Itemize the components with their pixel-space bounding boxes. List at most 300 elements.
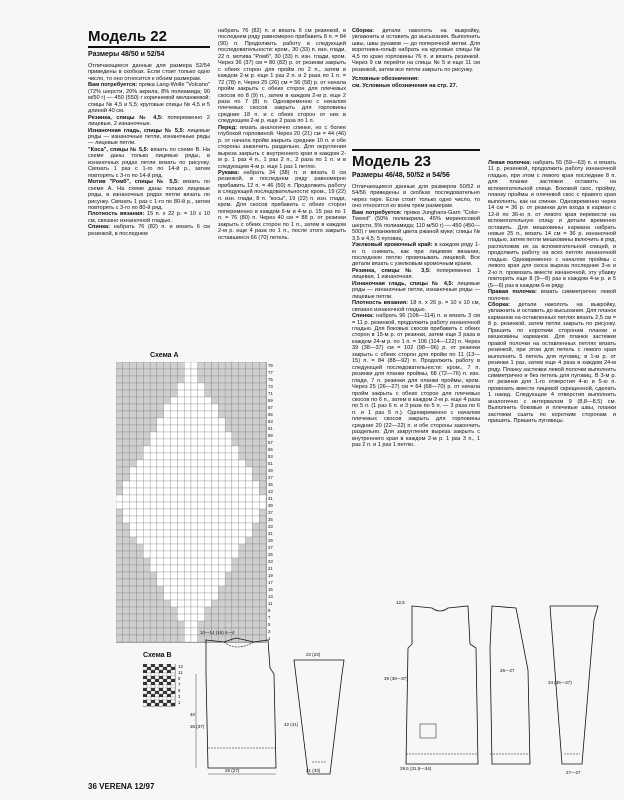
- scheme-a-cell: [218, 509, 225, 516]
- scheme-a-cell: [116, 460, 123, 467]
- scheme-a-cell: [143, 432, 150, 439]
- scheme-a-cell: [157, 537, 164, 544]
- scheme-a-cell: [198, 614, 205, 621]
- scheme-a-cell: [205, 460, 212, 467]
- scheme-b-cell: [155, 682, 159, 685]
- scheme-a-cell: [157, 572, 164, 579]
- scheme-a-cell: [205, 453, 212, 460]
- scheme-a-cell: [232, 383, 239, 390]
- scheme-a-cell: [232, 495, 239, 502]
- scheme-a-cell: [150, 502, 157, 509]
- scheme-a-cell: [157, 544, 164, 551]
- scheme-a-cell: [198, 453, 205, 460]
- scheme-a-cell: [252, 446, 259, 453]
- scheme-a-cell: [116, 418, 123, 425]
- scheme-a-cell: [191, 467, 198, 474]
- model22-column3: [352, 28, 480, 89]
- scheme-b-cell: [159, 667, 163, 670]
- scheme-a-cell: [157, 467, 164, 474]
- scheme-a-cell: [232, 390, 239, 397]
- scheme-a-cell: [218, 551, 225, 558]
- scheme-a-cell: [164, 621, 171, 628]
- scheme-a-cell: [239, 593, 246, 600]
- scheme-a-row-number: 69: [268, 398, 273, 403]
- scheme-a-cell: [130, 607, 137, 614]
- scheme-a-cell: [177, 600, 184, 607]
- scheme-a-cell: [184, 558, 191, 565]
- scheme-a-cell: [211, 565, 218, 572]
- scheme-b-cell: [163, 703, 167, 706]
- scheme-a-cell: [252, 474, 259, 481]
- scheme-a-cell: [143, 446, 150, 453]
- scheme-a-cell: [157, 418, 164, 425]
- scheme-a-cell: [123, 600, 130, 607]
- scheme-a-cell: [171, 600, 178, 607]
- scheme-a-cell: [164, 607, 171, 614]
- scheme-a-cell: [164, 362, 171, 369]
- scheme-a-cell: [211, 488, 218, 495]
- scheme-a-cell: [184, 411, 191, 418]
- scheme-a-cell: [143, 551, 150, 558]
- scheme-a-cell: [252, 502, 259, 509]
- scheme-a-cell: [218, 586, 225, 593]
- scheme-a-cell: [164, 432, 171, 439]
- scheme-a-cell: [232, 572, 239, 579]
- scheme-a-cell: [191, 565, 198, 572]
- scheme-b-cell: [147, 685, 151, 688]
- scheme-a-cell: [184, 544, 191, 551]
- scheme-a-cell: [232, 579, 239, 586]
- scheme-a-cell: [130, 635, 137, 642]
- scheme-a-cell: [150, 516, 157, 523]
- scheme-a-cell: [130, 502, 137, 509]
- scheme-a-cell: [116, 621, 123, 628]
- m22-sleeve-bottom-dim: 31 (33): [306, 768, 321, 773]
- scheme-a-cell: [150, 586, 157, 593]
- scheme-a-cell: [191, 586, 198, 593]
- scheme-a-cell: [246, 572, 253, 579]
- scheme-a-cell: [164, 467, 171, 474]
- scheme-a-cell: [259, 516, 266, 523]
- scheme-a-cell: [143, 558, 150, 565]
- scheme-a-cell: [191, 523, 198, 530]
- scheme-b-cell: [155, 694, 159, 697]
- scheme-a-cell: [116, 558, 123, 565]
- scheme-a-cell: [246, 439, 253, 446]
- scheme-a-cell: [171, 502, 178, 509]
- scheme-a-cell: [232, 537, 239, 544]
- scheme-a-cell: [123, 418, 130, 425]
- scheme-a-cell: [157, 397, 164, 404]
- scheme-a-cell: [171, 551, 178, 558]
- scheme-a-cell: [116, 474, 123, 481]
- scheme-a-cell: [198, 572, 205, 579]
- scheme-a-cell: [116, 397, 123, 404]
- scheme-a-cell: [246, 600, 253, 607]
- scheme-a-cell: [252, 607, 259, 614]
- model22-title: Модель 22: [88, 28, 167, 45]
- scheme-a-cell: [191, 502, 198, 509]
- scheme-a-cell: [198, 390, 205, 397]
- scheme-a-cell: [239, 404, 246, 411]
- scheme-a-cell: [177, 607, 184, 614]
- scheme-a-cell: [252, 404, 259, 411]
- scheme-a-cell: [225, 432, 232, 439]
- scheme-a-cell: [198, 565, 205, 572]
- scheme-a-cell: [177, 544, 184, 551]
- scheme-a-cell: [232, 523, 239, 530]
- scheme-a-cell: [177, 579, 184, 586]
- scheme-a-cell: [232, 418, 239, 425]
- scheme-a-cell: [136, 593, 143, 600]
- scheme-a-cell: [123, 460, 130, 467]
- scheme-a-cell: [205, 411, 212, 418]
- scheme-a-cell: [252, 481, 259, 488]
- scheme-a-cell: [130, 362, 137, 369]
- scheme-b-cell: [167, 673, 171, 676]
- scheme-b-cell: [151, 700, 155, 703]
- scheme-a-cell: [211, 467, 218, 474]
- model23-assembly-heading: Сборка:: [488, 301, 511, 308]
- scheme-a-cell: [191, 607, 198, 614]
- scheme-a-cell: [130, 467, 137, 474]
- scheme-a-cell: [191, 495, 198, 502]
- scheme-b-cell: [143, 664, 147, 667]
- scheme-a-cell: [232, 376, 239, 383]
- scheme-a-cell: [205, 572, 212, 579]
- model23-purl-heading: Изнаночная гладь, спицы № 4,5:: [352, 280, 454, 287]
- scheme-b-cells: [143, 664, 175, 706]
- scheme-a-cell: [218, 572, 225, 579]
- scheme-b-cell: [155, 703, 159, 706]
- scheme-a-cell: [205, 614, 212, 621]
- scheme-a-cell: [164, 516, 171, 523]
- scheme-a-cell: [205, 397, 212, 404]
- scheme-a-cell: [150, 544, 157, 551]
- scheme-a-cell: [184, 390, 191, 397]
- scheme-a-cell: [259, 369, 266, 376]
- scheme-a-cell: [246, 586, 253, 593]
- scheme-a-cell: [171, 439, 178, 446]
- scheme-a-cell: [246, 488, 253, 495]
- scheme-a-cell: [198, 551, 205, 558]
- scheme-a-row-number: 11: [268, 601, 273, 606]
- scheme-a-cell: [191, 558, 198, 565]
- scheme-b-cell: [147, 688, 151, 691]
- scheme-a-cell: [225, 397, 232, 404]
- scheme-a-cell: [252, 411, 259, 418]
- scheme-a-cell: [211, 579, 218, 586]
- model22-purl: лицевые ряды — изнаночные петли, изнаночные ряды — лицевые петли.: [88, 127, 210, 147]
- scheme-a-cell: [191, 530, 198, 537]
- scheme-a-cell: [198, 600, 205, 607]
- scheme-b-cell: [143, 697, 147, 700]
- scheme-a-cell: [232, 425, 239, 432]
- scheme-a-cell: [205, 516, 212, 523]
- scheme-a-cell: [252, 376, 259, 383]
- model22-front: вязать аналогично спинке, но с более глубокой горловиной. Через 20 (21) см = 44 (46) р. от начала пройм закрыть средние 10 п. и обе стороны закончить раздельно. Для округления выреза закрыть с внутреннего края в каждом 2-м р. 1 раз 4 п., 1 раз 2 п., 2 раза по 1 п. и в следующем 4-м р. еще 1 раз 1 петлю.: [218, 124, 346, 170]
- scheme-a-cell: [218, 460, 225, 467]
- scheme-a-cell: [259, 411, 266, 418]
- scheme-a-cell: [246, 551, 253, 558]
- scheme-a-cell: [198, 523, 205, 530]
- scheme-a-cell: [171, 628, 178, 635]
- scheme-a-row-number: 77: [268, 370, 273, 375]
- scheme-a-cell: [218, 523, 225, 530]
- scheme-a-cell: [232, 404, 239, 411]
- scheme-a-cell: [205, 467, 212, 474]
- scheme-a-cell: [150, 551, 157, 558]
- scheme-a-cell: [150, 565, 157, 572]
- scheme-a-cell: [130, 418, 137, 425]
- scheme-a-cell: [259, 572, 266, 579]
- scheme-a-cell: [171, 432, 178, 439]
- model22-back-pattern: [188, 628, 288, 778]
- scheme-a-cell: [143, 614, 150, 621]
- scheme-a-cell: [157, 404, 164, 411]
- scheme-b-cell: [151, 670, 155, 673]
- scheme-b-cell: [143, 691, 147, 694]
- scheme-a-cell: [150, 488, 157, 495]
- scheme-a-cell: [211, 383, 218, 390]
- scheme-a-cell: [252, 439, 259, 446]
- scheme-a-cell: [157, 593, 164, 600]
- scheme-b-cell: [167, 691, 171, 694]
- scheme-a-cell: [239, 446, 246, 453]
- scheme-a-cell: [259, 544, 266, 551]
- scheme-b-cell: [147, 664, 151, 667]
- scheme-a-cell: [218, 474, 225, 481]
- model22-romb-heading: Мотив "Ромб", спицы № 5,5:: [88, 179, 179, 186]
- scheme-a-cell: [184, 488, 191, 495]
- scheme-b-row-number: 3: [178, 694, 181, 699]
- scheme-a-cell: [164, 460, 171, 467]
- scheme-a-cell: [116, 628, 123, 635]
- model22-assembly: детали наколоть на выкройку, увлажнить и оставить до высыхания. Выполнить швы, швы рукавов — до поперечной метки. Для воротника-гольф набрать на круговые спицы № 4,5 по краю горловины 76 п. и вязать резинкой. Через 9 см перейти на спицы № 5 и еще 11 см резинкой, затем все петли закрыть по рисунку.: [352, 28, 480, 73]
- scheme-a-cell: [252, 488, 259, 495]
- scheme-b-cell: [167, 670, 171, 673]
- scheme-a-cell: [211, 537, 218, 544]
- scheme-a-cell: [177, 572, 184, 579]
- scheme-a-cell: [130, 376, 137, 383]
- scheme-a-cell: [164, 453, 171, 460]
- scheme-a-cell: [164, 537, 171, 544]
- scheme-a-cell: [184, 551, 191, 558]
- scheme-a-cell: [130, 565, 137, 572]
- scheme-b-cell: [147, 697, 151, 700]
- scheme-a-cell: [171, 467, 178, 474]
- scheme-b-cell: [167, 703, 171, 706]
- model23-back: набрать 96 (106—114) п. и вязать 3 см = 11 р. резинкой, продолжить работу изнаночной гладью. Для боковых скосов прибавить с обеих сторон в 15-м р. от резинки, затем еще 3 раза в каждом 24-м р. по 1 п. = 106 (114—122) п. Через 39 (38—37) см = 102 (98—96) р. от резинки закрыть с обеих сторон для пройм по 11 (13—15) п. = 84 (88—92) п. Продолжить работу в следующей последовательности: кром., 7 п. резинки для планки проймы, 68 (72—76) п. изн. глади, 7 п. резинки для планки проймы, кром. Через 25 (26—27) см = 64 (68—70) р. от начала пройм закрыть с обеих сторон для плечевых скосов по 6 п., затем в каждом 2-м р. еще 4 раза по 5 п. (1 раз 6 п. и 3 раза по 5 п. — 3 раза по 6 п. и 1 раз 5 п.). Одновременно с началом плечевых скосов закрыть для горловины средние 20 (22—22) п. и обе стороны закончить раздельно. Для закругления выреза закрыть с внутреннего края в каждом 2-м р. 1 раз 3 п., 1 раз 2 п. и 1 раз 1 петлю.: [352, 313, 480, 449]
- scheme-a-cell: [239, 488, 246, 495]
- scheme-a-cell: [205, 362, 212, 369]
- model23-sizes: Размеры 46/48, 50/52 и 54/56: [352, 172, 450, 179]
- scheme-a-row-number: 33: [268, 524, 273, 529]
- scheme-a-cell: [136, 474, 143, 481]
- scheme-a-cell: [259, 418, 266, 425]
- scheme-a-cell: [177, 621, 184, 628]
- scheme-a-cell: [205, 558, 212, 565]
- scheme-a-cell: [225, 593, 232, 600]
- scheme-a-cell: [225, 551, 232, 558]
- scheme-a-cell: [211, 509, 218, 516]
- m22-back-height-dim: 40: [190, 712, 196, 717]
- scheme-a-cell: [143, 397, 150, 404]
- scheme-a-cell: [157, 586, 164, 593]
- scheme-a-cell: [157, 614, 164, 621]
- scheme-b-cell: [143, 679, 147, 682]
- scheme-a-cell: [177, 397, 184, 404]
- scheme-a-cell: [136, 586, 143, 593]
- scheme-a-cell: [211, 362, 218, 369]
- scheme-b-cell: [171, 664, 175, 667]
- scheme-a-cell: [164, 558, 171, 565]
- scheme-a-cell: [259, 586, 266, 593]
- scheme-a-cell: [130, 621, 137, 628]
- scheme-a-row-number: 71: [268, 391, 273, 396]
- scheme-a-cell: [143, 474, 150, 481]
- scheme-a-cell: [205, 474, 212, 481]
- scheme-a-cell: [143, 467, 150, 474]
- scheme-a-cell: [205, 593, 212, 600]
- scheme-a-cell: [218, 453, 225, 460]
- scheme-a-cell: [136, 411, 143, 418]
- scheme-b-cell: [167, 688, 171, 691]
- scheme-a-cell: [177, 474, 184, 481]
- scheme-b-cell: [159, 688, 163, 691]
- scheme-a-cell: [164, 411, 171, 418]
- scheme-a-cell: [232, 460, 239, 467]
- scheme-a-cell: [177, 453, 184, 460]
- scheme-a-cell: [171, 425, 178, 432]
- scheme-a-cell: [164, 495, 171, 502]
- scheme-a-label: Схема А: [150, 352, 179, 359]
- scheme-b-cell: [155, 679, 159, 682]
- scheme-a-cell: [218, 418, 225, 425]
- scheme-a-cell: [239, 572, 246, 579]
- scheme-a-cell: [259, 565, 266, 572]
- scheme-a-row-number: 65: [268, 412, 273, 417]
- scheme-a-cell: [171, 530, 178, 537]
- scheme-a-cell: [211, 432, 218, 439]
- scheme-a-cell: [123, 439, 130, 446]
- scheme-a-cell: [184, 530, 191, 537]
- scheme-a-cell: [123, 369, 130, 376]
- scheme-b-cell: [163, 679, 167, 682]
- scheme-a-cell: [246, 593, 253, 600]
- scheme-a-cell: [116, 516, 123, 523]
- scheme-a-cell: [171, 474, 178, 481]
- scheme-a-cell: [205, 544, 212, 551]
- scheme-a-row-number: 17: [268, 580, 273, 585]
- scheme-a-cell: [177, 418, 184, 425]
- scheme-a-cell: [136, 558, 143, 565]
- scheme-a-cell: [116, 404, 123, 411]
- scheme-a-row-number: 23: [268, 559, 273, 564]
- scheme-a-cell: [225, 439, 232, 446]
- scheme-b-cell: [155, 676, 159, 679]
- scheme-a-cell: [130, 488, 137, 495]
- model23-title: Модель 23: [352, 153, 431, 170]
- scheme-a-cell: [157, 509, 164, 516]
- scheme-a-cell: [116, 600, 123, 607]
- scheme-a-row-number: 1: [268, 636, 271, 641]
- scheme-a-cell: [232, 621, 239, 628]
- scheme-a-cell: [116, 383, 123, 390]
- scheme-a-cell: [184, 425, 191, 432]
- model23-back-pattern: [384, 596, 484, 772]
- scheme-a-cell: [239, 565, 246, 572]
- scheme-a-cell: [218, 621, 225, 628]
- scheme-a-cell: [218, 495, 225, 502]
- scheme-a-row-number: 75: [268, 377, 273, 382]
- scheme-a-cell: [225, 411, 232, 418]
- scheme-a-cell: [164, 600, 171, 607]
- scheme-a-cell: [239, 397, 246, 404]
- scheme-b-cell: [171, 670, 175, 673]
- scheme-a-cell: [116, 565, 123, 572]
- scheme-b-cell: [159, 664, 163, 667]
- scheme-a-cell: [239, 523, 246, 530]
- scheme-a-cell: [225, 502, 232, 509]
- scheme-a-cell: [218, 439, 225, 446]
- scheme-a-cell: [136, 390, 143, 397]
- model22-materials-heading: Вам потребуется:: [88, 82, 138, 89]
- scheme-a-cell: [205, 376, 212, 383]
- scheme-a-cell: [205, 404, 212, 411]
- scheme-a-row-number: 41: [268, 496, 273, 501]
- scheme-a-cell: [246, 446, 253, 453]
- scheme-a-cell: [246, 397, 253, 404]
- scheme-a-cell: [150, 453, 157, 460]
- scheme-a-cell: [171, 586, 178, 593]
- scheme-a-cell: [116, 635, 123, 642]
- scheme-a-cell: [171, 565, 178, 572]
- scheme-a-cell: [123, 572, 130, 579]
- scheme-a-cell: [150, 397, 157, 404]
- scheme-a-cell: [184, 523, 191, 530]
- scheme-a-cell: [150, 614, 157, 621]
- scheme-a-cell: [184, 418, 191, 425]
- scheme-a-cell: [164, 488, 171, 495]
- scheme-a-cell: [232, 481, 239, 488]
- scheme-a-cell: [239, 439, 246, 446]
- scheme-a-cell: [239, 467, 246, 474]
- scheme-a-cell: [239, 495, 246, 502]
- scheme-a-cell: [211, 551, 218, 558]
- scheme-a-cell: [225, 376, 232, 383]
- scheme-a-cell: [116, 544, 123, 551]
- scheme-a-cell: [246, 383, 253, 390]
- scheme-a-cell: [171, 390, 178, 397]
- scheme-a-cell: [143, 495, 150, 502]
- scheme-b-cell: [143, 694, 147, 697]
- scheme-a-cell: [198, 558, 205, 565]
- scheme-b-cell: [143, 667, 147, 670]
- scheme-a-cell: [157, 495, 164, 502]
- scheme-a-cell: [191, 600, 198, 607]
- scheme-a-cell: [123, 425, 130, 432]
- scheme-a-row-number: 43: [268, 489, 273, 494]
- scheme-a-cell: [130, 572, 137, 579]
- scheme-a-cell: [225, 460, 232, 467]
- scheme-a-row-number: 9: [268, 608, 271, 613]
- scheme-a-cell: [198, 579, 205, 586]
- model22-density-heading: Плотность вязания:: [88, 211, 145, 218]
- scheme-a-row-number: 67: [268, 405, 273, 410]
- scheme-a-cell: [150, 404, 157, 411]
- model22-density: 15 п. x 22 р. = 10 x 10 см, связано изнаночной гладью.: [88, 211, 210, 224]
